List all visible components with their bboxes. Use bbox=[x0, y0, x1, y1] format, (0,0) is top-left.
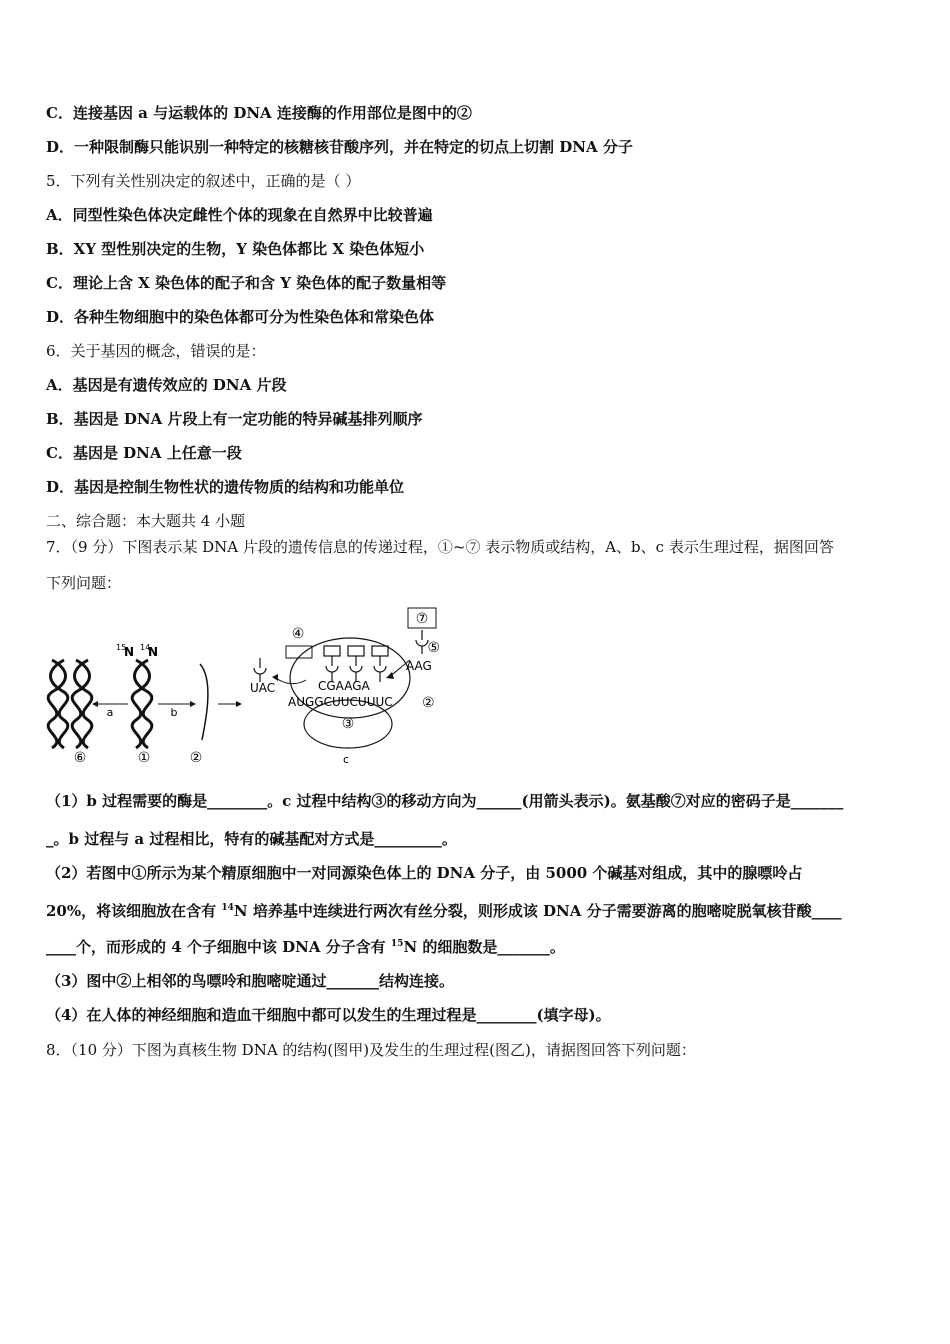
dna-helix-1 bbox=[132, 660, 152, 748]
q6-stem: 6．关于基因的概念，错误的是： bbox=[46, 342, 266, 360]
q6-option-d: D．基因是控制生物性状的遗传物质的结构和功能单位 bbox=[46, 478, 405, 496]
q5-stem: 5．下列有关性别决定的叙述中，正确的是（ ） bbox=[46, 172, 361, 190]
q5-option-c: C．理论上含 X 染色体的配子和含 Y 染色体的配子数量相等 bbox=[46, 274, 447, 292]
label-num1: ① bbox=[137, 750, 151, 766]
dna-helix-6 bbox=[48, 660, 92, 748]
mrna-strand-2 bbox=[200, 664, 208, 740]
q7-part2-line2-sup: 14 bbox=[221, 903, 234, 913]
label-num2-left: ② bbox=[189, 750, 203, 766]
q7-part2-line3-b: N 的细胞数是_______。 bbox=[403, 938, 565, 956]
label-num5: ⑤ bbox=[427, 640, 440, 656]
arrow-to-translation-head bbox=[236, 701, 242, 707]
trna-out-arrow-head bbox=[272, 674, 278, 681]
q5-option-b: B．XY 型性别决定的生物，Y 染色体都比 X 染色体短小 bbox=[46, 240, 425, 258]
label-num3: ③ bbox=[341, 716, 355, 732]
label-num4: ④ bbox=[291, 626, 305, 642]
q6-option-a: A．基因是有遗传效应的 DNA 片段 bbox=[46, 376, 287, 394]
q7-part3: （3）图中②上相邻的鸟嘌呤和胞嘧啶通过_______结构连接。 bbox=[46, 972, 454, 990]
q8-stem: 8．（10 分）下图为真核生物 DNA 的结构(图甲)及发生的生理过程(图乙)，请据图回答下列问题： bbox=[46, 1041, 696, 1059]
label-num6: ⑥ bbox=[73, 750, 87, 766]
section-heading: 二、综合题：本大题共 4 小题 bbox=[46, 512, 246, 530]
q7-part1-line1: （1）b 过程需要的酶是________。c 过程中结构③的移动方向为______(用箭头表示)。氨基酸⑦对应的密码子是_______ bbox=[46, 792, 844, 810]
label-15n-sup: 15 bbox=[116, 643, 127, 652]
q7-part2-line3-sup: 15 bbox=[390, 939, 404, 949]
q7-stem-line2: 下列问题： bbox=[46, 574, 122, 592]
label-cgaaga: CGAAGA bbox=[318, 679, 370, 693]
q7-part1-line2: _。b 过程与 a 过程相比，特有的碱基配对方式是_________。 bbox=[46, 830, 457, 848]
q7-part2-line1: （2）若图中①所示为某个精原细胞中一对同源染色体上的 DNA 分子，由 5000 个碱基对组成，其中的腺嘌呤占 bbox=[46, 864, 803, 882]
label-aag: AAG bbox=[406, 659, 432, 673]
q7-part2-line2-a: 20%，将该细胞放在含有 bbox=[46, 902, 222, 920]
trna-group bbox=[254, 630, 428, 682]
label-c: c bbox=[342, 753, 350, 766]
q6-option-b: B．基因是 DNA 片段上有一定功能的特异碱基排列顺序 bbox=[46, 410, 423, 428]
arrow-b-head bbox=[190, 701, 196, 707]
q7-part2-line3 bbox=[46, 937, 565, 957]
q7-stem-line1: 7．（9 分）下图表示某 DNA 片段的遗传信息的传递过程，①~⑦ 表示物质或结构，A、b、c 表示生理过程，据图回答 bbox=[46, 538, 834, 556]
label-a: a bbox=[106, 706, 114, 719]
q4-option-d: D．一种限制酶只能识别一种特定的核糖核苷酸序列，并在特定的切点上切割 DNA 分子 bbox=[46, 138, 633, 156]
arrow-a-head bbox=[92, 701, 98, 707]
q5-option-a: A．同型性染色体决定雌性个体的现象在自然界中比较普遍 bbox=[46, 206, 433, 224]
label-uac: UAC bbox=[250, 681, 276, 695]
label-mrna-seq: AUGGCUUCUUUC bbox=[288, 695, 393, 709]
trna-out-arrow bbox=[276, 678, 306, 684]
q7-part2-line3-a: ____个，而形成的 4 个子细胞中该 DNA 分子含有 bbox=[46, 938, 391, 956]
q5-option-d: D．各种生物细胞中的染色体都可分为性染色体和常染色体 bbox=[46, 308, 435, 326]
q4-option-c: C．连接基因 a 与运载体的 DNA 连接酶的作用部位是图中的② bbox=[46, 104, 472, 122]
label-num2-right: ② bbox=[422, 695, 435, 711]
dna-process-figure bbox=[40, 600, 440, 770]
trna-in-arrow-head bbox=[386, 672, 394, 679]
label-15n: N bbox=[124, 645, 135, 659]
label-num7: ⑦ bbox=[415, 611, 429, 627]
q7-part2-line2-b: N 培养基中连续进行两次有丝分裂，则形成该 DNA 分子需要游离的胞嘧啶脱氧核苷酸____ bbox=[233, 902, 842, 920]
label-14n-sup: 14 bbox=[140, 643, 151, 652]
label-14n: N bbox=[148, 645, 159, 659]
q6-option-c: C．基因是 DNA 上任意一段 bbox=[46, 444, 242, 462]
label-b: b bbox=[170, 706, 178, 719]
q7-part4: （4）在人体的神经细胞和造血干细胞中都可以发生的生理过程是________(填字母)。 bbox=[46, 1006, 611, 1024]
q7-part2-line2 bbox=[46, 901, 842, 921]
